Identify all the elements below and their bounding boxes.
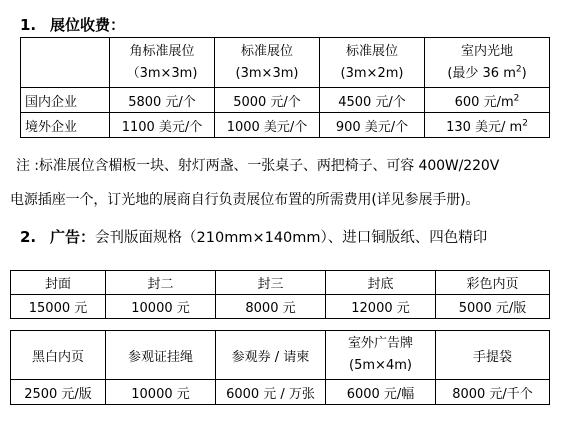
price-cell: 5000 元/版 [436,295,550,319]
ad-header-inside-back: 封三 [216,271,326,295]
ad-header-bw-page: 黑白内页 [11,331,106,380]
ad-price-table-1 [10,270,550,319]
row-label-domestic: 国内企业 [21,88,110,113]
booth-header-standard-3x3: 标准展位 (3m×3m) [215,38,320,88]
price-cell: 5800 元/个 [110,88,215,113]
section-2-number: 2. [20,228,37,246]
price-cell: 1000 美元/个 [215,113,320,138]
booth-header-corner-standard: 角标准展位 （3m×3m) [110,38,215,88]
section-1-title: 展位收费： [50,16,126,34]
ad-header-tickets: 参观券 / 请柬 [216,331,326,380]
ad-header-back-cover: 封底 [326,271,436,295]
price-cell: 8000 元 [216,295,326,319]
price-cell: 1100 美元/个 [110,113,215,138]
section-2-heading [20,226,487,247]
section-2-description: 会刊版面规格（210mm×140mm）、进口铜版纸、四色精印 [95,230,488,246]
price-cell: 15000 元 [11,295,106,319]
price-cell: 130 美元/ $m^2$ [425,113,550,138]
price-cell: 10000 元 [106,295,216,319]
section-2-title: 广告： [50,228,96,246]
row-label-overseas: 境外企业 [21,113,110,138]
ad-table-1-header-row [11,271,550,295]
booth-table-row-overseas [21,113,550,138]
ad-header-lanyard: 参观证挂绳 [106,331,216,380]
price-cell: 5000 元/个 [215,88,320,113]
price-cell: 6000 元 / 万张 [216,380,326,405]
ad-table-2-header-row [11,331,550,380]
booth-table-header-row [21,38,550,88]
price-cell: 900 美元/个 [320,113,425,138]
price-cell: 8000 元/千个 [436,380,550,405]
ad-header-color-page: 彩色内页 [436,271,550,295]
ad-header-tote-bag: 手提袋 [436,331,550,380]
ad-table-1-value-row [11,295,550,319]
ad-header-inside-front: 封二 [106,271,216,295]
price-cell: 4500 元/个 [320,88,425,113]
booth-table-corner-cell [21,38,110,88]
price-cell: 12000 元 [326,295,436,319]
ad-header-cover: 封面 [11,271,106,295]
price-cell: 10000 元 [106,380,216,405]
booth-header-indoor-space: 室内光地 (最少 36 $m^2$) [425,38,550,88]
booth-table-row-domestic [21,88,550,113]
section-1-number: 1. [20,16,37,34]
ad-price-table-2 [10,330,550,405]
price-cell: 2500 元/版 [11,380,106,405]
booth-fee-table [20,37,550,138]
section-1-heading [20,14,125,35]
note-line-1: 注 :标准展位含楣板一块、射灯两盏、一张桌子、两把椅子、可容 400W/220V [16,158,500,174]
ad-header-outdoor-billboard: 室外广告牌 (5m×4m) [326,331,436,380]
ad-table-2-value-row [11,380,550,405]
booth-header-standard-3x2: 标准展位 (3m×2m) [320,38,425,88]
price-cell: 6000 元/幅 [326,380,436,405]
price-cell: 600 元$/m^2$ [425,88,550,113]
note-line-2: 电源插座一个，订光地的展商自行负责展位布置的所需费用(详见参展手册)。 [10,192,480,208]
